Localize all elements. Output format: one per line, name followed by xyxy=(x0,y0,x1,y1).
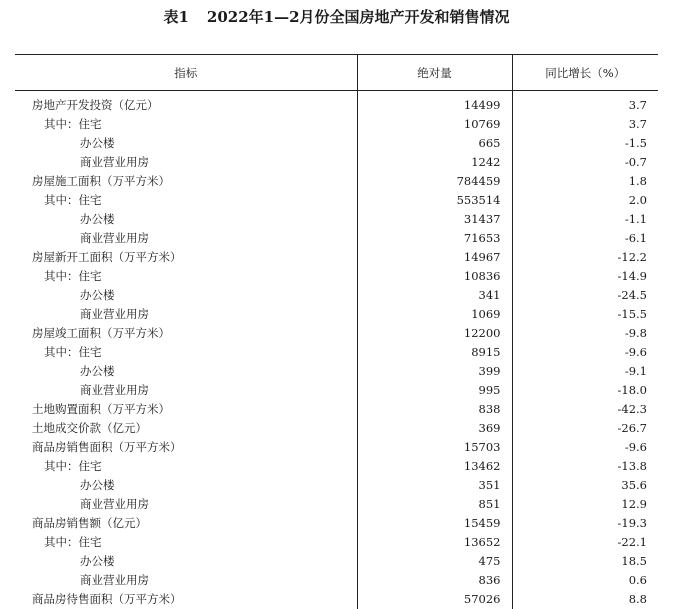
indicator-cell: 其中：住宅 xyxy=(15,457,357,476)
yoy-growth-cell: -12.2 xyxy=(512,248,658,267)
indicator-cell: 办公楼 xyxy=(15,362,357,381)
indicator-cell: 土地购置面积（万平方米） xyxy=(15,400,357,419)
header-row xyxy=(15,55,658,91)
table-row xyxy=(15,305,658,324)
table-row xyxy=(15,533,658,552)
table-row xyxy=(15,286,658,305)
absolute-value-cell: 10769 xyxy=(357,115,512,134)
table-row xyxy=(15,343,658,362)
yoy-growth-cell: -9.1 xyxy=(512,362,658,381)
indicator-cell: 商品房销售面积（万平方米） xyxy=(15,438,357,457)
absolute-value-cell: 71653 xyxy=(357,229,512,248)
absolute-value-cell: 341 xyxy=(357,286,512,305)
absolute-value-cell: 57026 xyxy=(357,590,512,609)
yoy-growth-cell: -9.6 xyxy=(512,438,658,457)
absolute-value-cell: 351 xyxy=(357,476,512,495)
absolute-value-cell: 475 xyxy=(357,552,512,571)
yoy-growth-cell: 8.8 xyxy=(512,590,658,609)
statistics-table xyxy=(15,54,658,609)
absolute-value-cell: 31437 xyxy=(357,210,512,229)
table-row xyxy=(15,495,658,514)
absolute-value-cell: 1069 xyxy=(357,305,512,324)
yoy-growth-cell: -6.1 xyxy=(512,229,658,248)
indicator-cell: 商业营业用房 xyxy=(15,571,357,590)
table-row xyxy=(15,229,658,248)
table-row xyxy=(15,153,658,172)
absolute-value-cell: 15459 xyxy=(357,514,512,533)
yoy-growth-cell: 18.5 xyxy=(512,552,658,571)
indicator-cell: 房屋施工面积（万平方米） xyxy=(15,172,357,191)
yoy-growth-cell: -1.5 xyxy=(512,134,658,153)
indicator-cell: 商品房待售面积（万平方米） xyxy=(15,590,357,609)
yoy-growth-cell: 1.8 xyxy=(512,172,658,191)
indicator-cell: 办公楼 xyxy=(15,210,357,229)
absolute-value-cell: 838 xyxy=(357,400,512,419)
indicator-cell: 其中：住宅 xyxy=(15,267,357,286)
table-row xyxy=(15,91,658,116)
table-row xyxy=(15,324,658,343)
yoy-growth-cell: -13.8 xyxy=(512,457,658,476)
yoy-growth-cell: -22.1 xyxy=(512,533,658,552)
indicator-cell: 商业营业用房 xyxy=(15,381,357,400)
table-row xyxy=(15,457,658,476)
indicator-cell: 办公楼 xyxy=(15,552,357,571)
absolute-value-cell: 851 xyxy=(357,495,512,514)
absolute-value-cell: 836 xyxy=(357,571,512,590)
header-absolute-value: 绝对量 xyxy=(357,55,512,91)
yoy-growth-cell: -15.5 xyxy=(512,305,658,324)
yoy-growth-cell: -18.0 xyxy=(512,381,658,400)
yoy-growth-cell: -42.3 xyxy=(512,400,658,419)
absolute-value-cell: 665 xyxy=(357,134,512,153)
table-row xyxy=(15,419,658,438)
indicator-cell: 土地成交价款（亿元） xyxy=(15,419,357,438)
yoy-growth-cell: 2.0 xyxy=(512,191,658,210)
absolute-value-cell: 14967 xyxy=(357,248,512,267)
table-header xyxy=(15,55,658,91)
yoy-growth-cell: 12.9 xyxy=(512,495,658,514)
indicator-cell: 商业营业用房 xyxy=(15,305,357,324)
yoy-growth-cell: 0.6 xyxy=(512,571,658,590)
absolute-value-cell: 14499 xyxy=(357,91,512,116)
indicator-cell: 房屋竣工面积（万平方米） xyxy=(15,324,357,343)
table-row xyxy=(15,476,658,495)
yoy-growth-cell: 3.7 xyxy=(512,115,658,134)
header-indicator: 指标 xyxy=(15,55,357,91)
table-row xyxy=(15,210,658,229)
indicator-cell: 商品房销售额（亿元） xyxy=(15,514,357,533)
table-row xyxy=(15,438,658,457)
indicator-cell: 商业营业用房 xyxy=(15,153,357,172)
absolute-value-cell: 995 xyxy=(357,381,512,400)
table-row xyxy=(15,590,658,609)
absolute-value-cell: 1242 xyxy=(357,153,512,172)
absolute-value-cell: 8915 xyxy=(357,343,512,362)
indicator-cell: 其中：住宅 xyxy=(15,343,357,362)
table-number: 表1 xyxy=(163,4,188,30)
yoy-growth-cell: 3.7 xyxy=(512,91,658,116)
table-row xyxy=(15,362,658,381)
table-row xyxy=(15,134,658,153)
indicator-cell: 办公楼 xyxy=(15,134,357,153)
indicator-cell: 商业营业用房 xyxy=(15,495,357,514)
indicator-cell: 商业营业用房 xyxy=(15,229,357,248)
absolute-value-cell: 553514 xyxy=(357,191,512,210)
indicator-cell: 房地产开发投资（亿元） xyxy=(15,91,357,116)
indicator-cell: 房屋新开工面积（万平方米） xyxy=(15,248,357,267)
indicator-cell: 其中：住宅 xyxy=(15,115,357,134)
indicator-cell: 办公楼 xyxy=(15,286,357,305)
yoy-growth-cell: -0.7 xyxy=(512,153,658,172)
table-row xyxy=(15,191,658,210)
table-title xyxy=(0,4,673,30)
table-row xyxy=(15,571,658,590)
absolute-value-cell: 369 xyxy=(357,419,512,438)
table-caption: 2022年1—2月份全国房地产开发和销售情况 xyxy=(207,4,510,30)
absolute-value-cell: 15703 xyxy=(357,438,512,457)
yoy-growth-cell: -26.7 xyxy=(512,419,658,438)
header-yoy-growth: 同比增长（%） xyxy=(512,55,658,91)
absolute-value-cell: 13462 xyxy=(357,457,512,476)
yoy-growth-cell: -9.8 xyxy=(512,324,658,343)
table-row xyxy=(15,267,658,286)
table-row xyxy=(15,514,658,533)
table-row xyxy=(15,381,658,400)
absolute-value-cell: 10836 xyxy=(357,267,512,286)
table-row xyxy=(15,172,658,191)
table-row xyxy=(15,552,658,571)
absolute-value-cell: 13652 xyxy=(357,533,512,552)
indicator-cell: 办公楼 xyxy=(15,476,357,495)
table-row xyxy=(15,115,658,134)
absolute-value-cell: 399 xyxy=(357,362,512,381)
absolute-value-cell: 784459 xyxy=(357,172,512,191)
yoy-growth-cell: -19.3 xyxy=(512,514,658,533)
yoy-growth-cell: -24.5 xyxy=(512,286,658,305)
yoy-growth-cell: -1.1 xyxy=(512,210,658,229)
table-row xyxy=(15,400,658,419)
absolute-value-cell: 12200 xyxy=(357,324,512,343)
yoy-growth-cell: 35.6 xyxy=(512,476,658,495)
indicator-cell: 其中：住宅 xyxy=(15,191,357,210)
indicator-cell: 其中：住宅 xyxy=(15,533,357,552)
table-row xyxy=(15,248,658,267)
yoy-growth-cell: -9.6 xyxy=(512,343,658,362)
table-body xyxy=(15,91,658,609)
yoy-growth-cell: -14.9 xyxy=(512,267,658,286)
